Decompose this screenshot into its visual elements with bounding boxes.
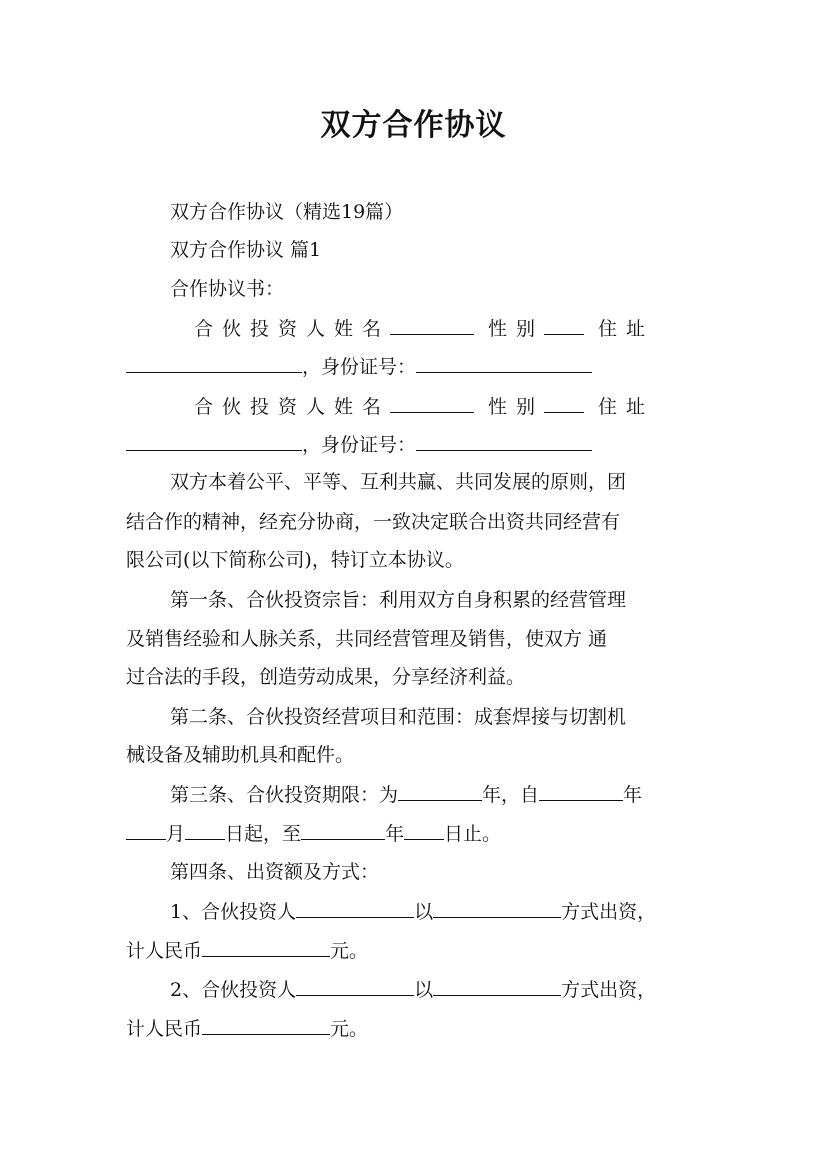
method-blank[interactable]	[433, 897, 561, 918]
gender-blank[interactable]	[544, 392, 584, 413]
principle-line: 限公司(以下简称公司)，特订立本协议。	[126, 549, 464, 571]
gender-blank[interactable]	[544, 314, 584, 335]
id-number-blank[interactable]	[416, 352, 592, 373]
document-title: 双方合作协议	[320, 108, 507, 143]
document-subtitle: 双方合作协议（精选19篇）	[170, 201, 404, 223]
article3-line1: 第三条、合伙投资期限：为 年，自 年	[170, 780, 710, 809]
partner-a-line1: 合伙投资人姓名 性别 住址	[194, 314, 706, 343]
address-blank[interactable]	[126, 352, 302, 373]
article1-line: 第一条、合伙投资宗旨：利用双方自身积累的经营管理	[170, 589, 627, 611]
article4-heading: 第四条、出资额及方式：	[170, 861, 380, 883]
partner-a-line2: ，身份证号：	[126, 352, 706, 381]
article3-line2: 月 日起，至 年 日止。	[126, 819, 706, 848]
article2-line: 械设备及辅助机具和配件。	[126, 744, 355, 766]
end-year-blank[interactable]	[301, 819, 385, 840]
term-years-blank[interactable]	[398, 780, 482, 801]
investor-blank[interactable]	[296, 975, 414, 996]
amount-blank[interactable]	[202, 936, 330, 957]
start-day-blank[interactable]	[185, 819, 225, 840]
name-blank[interactable]	[390, 392, 474, 413]
partner-b-line1: 合伙投资人姓名 性别 住址	[194, 392, 706, 421]
item2-line1: 2、合伙投资人 以 方式出资，	[170, 975, 710, 1004]
method-blank[interactable]	[433, 975, 561, 996]
principle-line: 结合作的精神，经充分协商，一致决定联合出资共同经营有	[126, 511, 621, 533]
name-blank[interactable]	[390, 314, 474, 335]
item1-line1: 1、合伙投资人 以 方式出资，	[170, 897, 710, 926]
section-heading: 合作协议书：	[170, 278, 285, 300]
item1-line2: 计人民币 元。	[126, 936, 706, 965]
amount-blank[interactable]	[202, 1014, 330, 1035]
start-year-blank[interactable]	[539, 780, 623, 801]
article1-line: 及销售经验和人脉关系，共同经营管理及销售，使双方 通	[126, 628, 608, 650]
address-blank[interactable]	[126, 430, 302, 451]
principle-line: 双方本着公平、平等、互利共赢、共同发展的原则，团	[170, 471, 627, 493]
start-month-blank[interactable]	[126, 819, 166, 840]
investor-blank[interactable]	[296, 897, 414, 918]
id-number-blank[interactable]	[416, 430, 592, 451]
article2-line: 第二条、合伙投资经营项目和范围：成套焊接与切割机	[170, 706, 627, 728]
chapter-heading: 双方合作协议 篇1	[170, 239, 322, 261]
end-day-blank[interactable]	[404, 819, 444, 840]
article1-line: 过合法的手段，创造劳动成果，分享经济利益。	[126, 666, 526, 688]
item2-line2: 计人民币 元。	[126, 1014, 706, 1043]
partner-b-line2: ，身份证号：	[126, 430, 706, 459]
